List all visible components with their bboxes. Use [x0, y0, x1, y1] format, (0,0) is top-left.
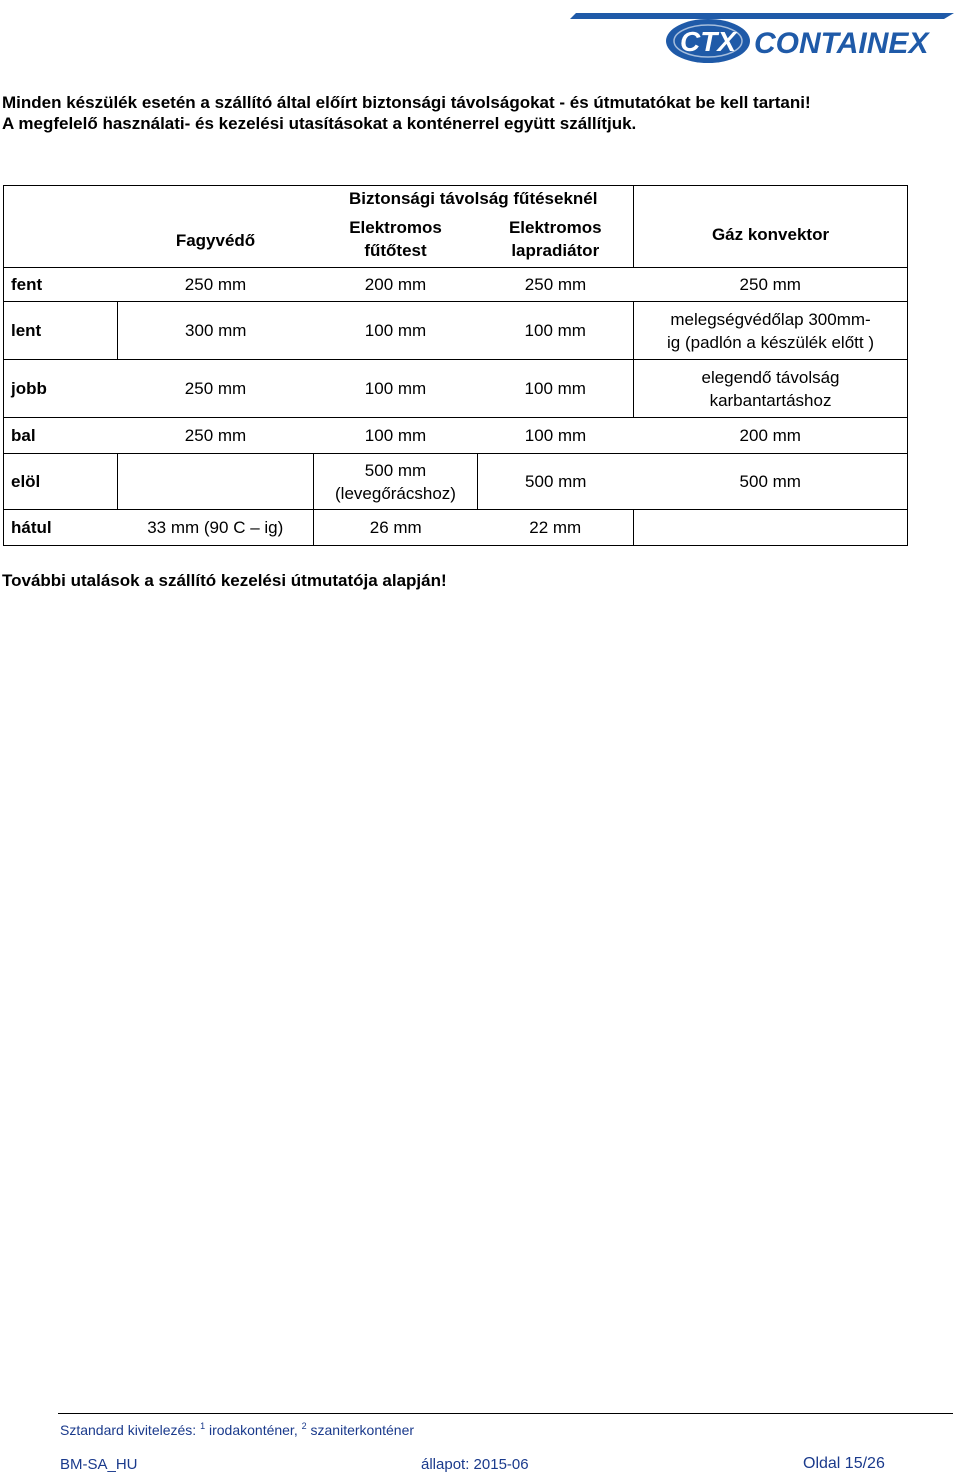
footer-std-label: Sztandard kivitelezés: [60, 1422, 197, 1438]
header-electric-heater-line-1: Elektromos [349, 218, 442, 238]
cell-radiator: 22 mm [478, 510, 634, 546]
footer-note2-mark: 2 [301, 1421, 307, 1431]
logo-swoosh [570, 13, 954, 19]
cell-frost: 250 mm [118, 360, 314, 418]
intro-line-1: Minden készülék esetén a szállító által előírt biztonsági távolságokat - és útmutatókat be kell tartani! [2, 93, 811, 112]
cell-heater: 100 mm [314, 302, 478, 360]
cell-frost [118, 454, 314, 510]
footer-status: állapot: 2015-06 [421, 1456, 529, 1473]
cell-gas: 500 mm [634, 454, 908, 510]
containex-logo [566, 8, 956, 66]
cell-gas-line-1: elegendő távolság [701, 367, 840, 387]
cell-gas-line-2: ig (padlón a készülék előtt ) [667, 332, 874, 352]
cell-gas-line-2: karbantartáshoz [709, 390, 832, 410]
footer-note2-text: szaniterkonténer [310, 1422, 415, 1438]
row-label: lent [4, 302, 118, 360]
safety-distance-table [3, 185, 908, 546]
further-references-note: További utalások a szállító kezelési útmutatója alapján! [2, 571, 447, 590]
cell-heater-line-2: (levegőrácshoz) [335, 483, 456, 503]
footer-page-number: Oldal 15/26 [803, 1455, 885, 1472]
row-label: elöl [4, 454, 118, 510]
logo-mark: CTX [680, 26, 736, 57]
table-row-jobb [4, 360, 908, 418]
footer-note1-mark: 1 [200, 1421, 206, 1431]
cell-frost: 33 mm (90 C – ig) [118, 510, 314, 546]
header-frost-protection [118, 186, 314, 268]
cell-heater: 100 mm [314, 360, 478, 418]
footer-note1-text: irodakonténer, [208, 1422, 298, 1438]
cell-gas: 200 mm [634, 418, 908, 454]
row-label: bal [4, 418, 118, 454]
cell-frost: 300 mm [118, 302, 314, 360]
logo-brand: CONTAINEX [754, 27, 929, 60]
cell-gas [634, 302, 908, 360]
cell-heater: 100 mm [314, 418, 478, 454]
row-label: hátul [4, 510, 118, 546]
row-label: jobb [4, 360, 118, 418]
cell-radiator: 250 mm [478, 268, 634, 302]
cell-heater [314, 454, 478, 510]
cell-heater: 200 mm [314, 268, 478, 302]
table-row-bal [4, 418, 908, 454]
cell-radiator: 100 mm [478, 302, 634, 360]
header-electric-radiator [478, 212, 634, 268]
footer-doc-id: BM-SA_HU [60, 1456, 138, 1473]
intro-line-2: A megfelelő használati- és kezelési utasításokat a konténerrel együtt szállítjuk. [2, 114, 637, 133]
header-electric-radiator-line-2: lapradiátor [511, 241, 600, 261]
cell-gas: 250 mm [634, 268, 908, 302]
footer-divider [58, 1413, 953, 1414]
cell-frost: 250 mm [118, 268, 314, 302]
cell-gas [634, 360, 908, 418]
footer-standard-note [60, 1421, 414, 1438]
table-row-fent [4, 268, 908, 302]
cell-radiator: 500 mm [478, 454, 634, 510]
intro-note [2, 92, 952, 134]
cell-gas [634, 510, 908, 546]
header-title: Biztonsági távolság fűtéseknél [314, 186, 634, 212]
cell-radiator: 100 mm [478, 360, 634, 418]
header-electric-heater [314, 212, 478, 268]
cell-heater-line-1: 500 mm [364, 460, 427, 480]
header-electric-heater-line-2: fűtőtest [364, 241, 427, 261]
header-electric-radiator-line-1: Elektromos [508, 218, 602, 238]
corner-cell [4, 186, 118, 268]
cell-frost: 250 mm [118, 418, 314, 454]
cell-heater: 26 mm [314, 510, 478, 546]
table-row-lent [4, 302, 908, 360]
table-row-hatul [4, 510, 908, 546]
table-row-elol [4, 454, 908, 510]
header-frost-label: Fagyvédő [175, 231, 256, 250]
cell-radiator: 100 mm [478, 418, 634, 454]
row-label: fent [4, 268, 118, 302]
cell-gas-line-1: melegségvédőlap 300mm- [670, 309, 871, 329]
header-gas-convector: Gáz konvektor [634, 186, 908, 268]
